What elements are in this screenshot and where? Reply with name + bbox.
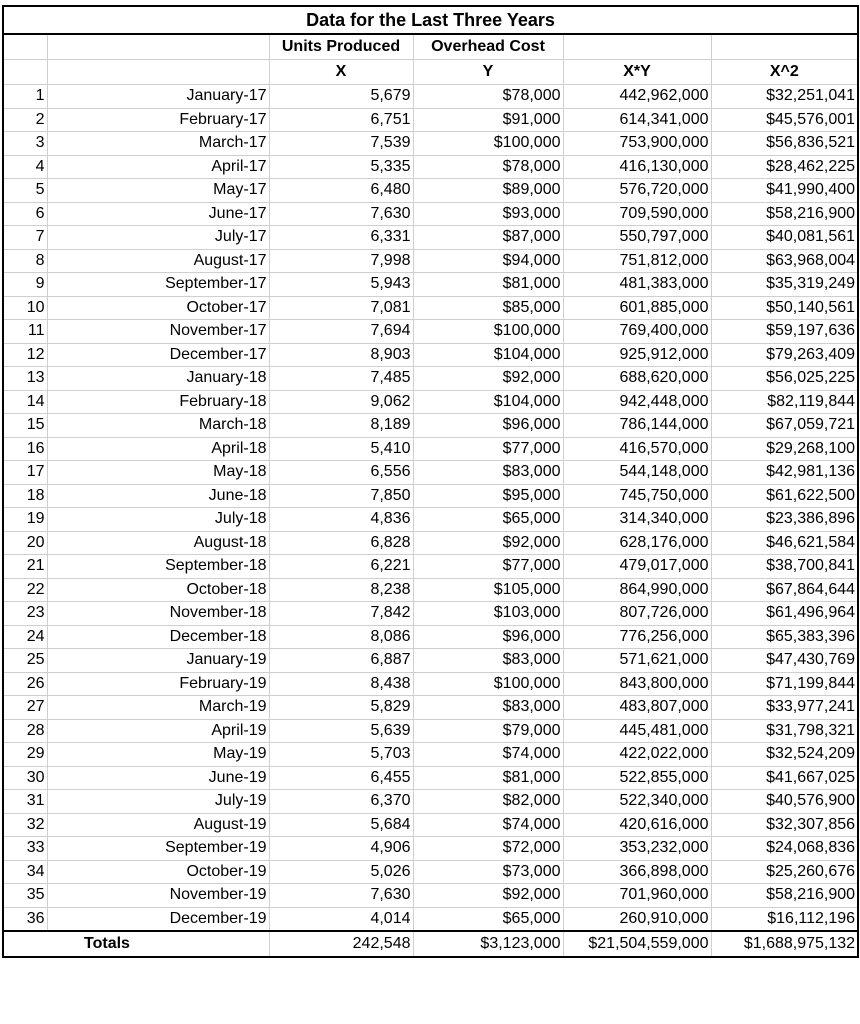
- x-squared-cell: $56,025,225: [711, 367, 858, 391]
- cost-cell: $96,000: [413, 625, 563, 649]
- units-cell: 6,331: [269, 226, 413, 250]
- month-cell: November-18: [47, 602, 269, 626]
- x-squared-cell: $40,576,900: [711, 790, 858, 814]
- cost-cell: $91,000: [413, 108, 563, 132]
- row-number: 2: [3, 108, 47, 132]
- units-cell: 7,081: [269, 296, 413, 320]
- totals-row: [3, 931, 858, 957]
- xy-cell: 544,148,000: [563, 461, 711, 485]
- cost-cell: $100,000: [413, 672, 563, 696]
- xy-cell: 786,144,000: [563, 414, 711, 438]
- table-title: Data for the Last Three Years: [3, 6, 858, 34]
- xy-cell: 416,570,000: [563, 437, 711, 461]
- x-squared-cell: $24,068,836: [711, 837, 858, 861]
- month-cell: January-17: [47, 85, 269, 109]
- cost-cell: $78,000: [413, 85, 563, 109]
- x-squared-cell: $58,216,900: [711, 884, 858, 908]
- table-row: [3, 766, 858, 790]
- cost-cell: $104,000: [413, 390, 563, 414]
- header-blank-cell: [3, 60, 47, 85]
- units-cell: 7,998: [269, 249, 413, 273]
- row-number: 15: [3, 414, 47, 438]
- row-number: 30: [3, 766, 47, 790]
- xy-cell: 571,621,000: [563, 649, 711, 673]
- month-cell: May-17: [47, 179, 269, 203]
- cost-cell: $77,000: [413, 555, 563, 579]
- units-cell: 7,842: [269, 602, 413, 626]
- row-number: 32: [3, 813, 47, 837]
- month-cell: April-19: [47, 719, 269, 743]
- table-row: [3, 226, 858, 250]
- row-number: 33: [3, 837, 47, 861]
- xy-cell: 807,726,000: [563, 602, 711, 626]
- table-row: [3, 602, 858, 626]
- xy-cell: 481,383,000: [563, 273, 711, 297]
- month-cell: February-19: [47, 672, 269, 696]
- units-cell: 8,086: [269, 625, 413, 649]
- xy-cell: 753,900,000: [563, 132, 711, 156]
- units-cell: 6,556: [269, 461, 413, 485]
- units-cell: 6,887: [269, 649, 413, 673]
- xy-cell: 688,620,000: [563, 367, 711, 391]
- x-squared-cell: $67,059,721: [711, 414, 858, 438]
- x-squared-cell: $32,251,041: [711, 85, 858, 109]
- x-squared-cell: $56,836,521: [711, 132, 858, 156]
- units-cell: 5,943: [269, 273, 413, 297]
- month-cell: December-17: [47, 343, 269, 367]
- x-squared-cell: $79,263,409: [711, 343, 858, 367]
- month-cell: November-19: [47, 884, 269, 908]
- row-number: 29: [3, 743, 47, 767]
- x-squared-cell: $63,968,004: [711, 249, 858, 273]
- table-row: [3, 320, 858, 344]
- xy-cell: 522,855,000: [563, 766, 711, 790]
- month-cell: September-19: [47, 837, 269, 861]
- xy-cell: 522,340,000: [563, 790, 711, 814]
- x-squared-cell: $59,197,636: [711, 320, 858, 344]
- xy-cell: 479,017,000: [563, 555, 711, 579]
- cost-cell: $83,000: [413, 649, 563, 673]
- row-number: 34: [3, 860, 47, 884]
- table-row: [3, 414, 858, 438]
- x-squared-cell: $50,140,561: [711, 296, 858, 320]
- xy-cell: 445,481,000: [563, 719, 711, 743]
- xy-cell: 776,256,000: [563, 625, 711, 649]
- xy-cell: 751,812,000: [563, 249, 711, 273]
- header-blank-cell: [711, 34, 858, 60]
- row-number: 16: [3, 437, 47, 461]
- x-header: X: [269, 60, 413, 85]
- cost-cell: $65,000: [413, 508, 563, 532]
- units-cell: 6,455: [269, 766, 413, 790]
- overhead-cost-header: Overhead Cost: [413, 34, 563, 60]
- row-number: 11: [3, 320, 47, 344]
- table-row: [3, 860, 858, 884]
- table-row: [3, 743, 858, 767]
- table-row: [3, 696, 858, 720]
- cost-cell: $83,000: [413, 461, 563, 485]
- row-number: 6: [3, 202, 47, 226]
- table-row: [3, 273, 858, 297]
- row-number: 24: [3, 625, 47, 649]
- row-number: 17: [3, 461, 47, 485]
- row-number: 25: [3, 649, 47, 673]
- month-cell: March-18: [47, 414, 269, 438]
- units-cell: 5,684: [269, 813, 413, 837]
- header-blank-cell: [3, 34, 47, 60]
- cost-cell: $100,000: [413, 132, 563, 156]
- table-row: [3, 578, 858, 602]
- month-cell: August-17: [47, 249, 269, 273]
- units-cell: 6,751: [269, 108, 413, 132]
- x-squared-cell: $28,462,225: [711, 155, 858, 179]
- month-cell: June-18: [47, 484, 269, 508]
- row-number: 28: [3, 719, 47, 743]
- units-cell: 5,829: [269, 696, 413, 720]
- table-row: [3, 343, 858, 367]
- row-number: 7: [3, 226, 47, 250]
- units-produced-header: Units Produced: [269, 34, 413, 60]
- x-squared-cell: $35,319,249: [711, 273, 858, 297]
- cost-cell: $85,000: [413, 296, 563, 320]
- units-cell: 8,903: [269, 343, 413, 367]
- month-cell: February-18: [47, 390, 269, 414]
- cost-cell: $81,000: [413, 273, 563, 297]
- month-cell: September-17: [47, 273, 269, 297]
- xy-cell: 366,898,000: [563, 860, 711, 884]
- row-number: 20: [3, 531, 47, 555]
- month-cell: July-17: [47, 226, 269, 250]
- month-cell: July-19: [47, 790, 269, 814]
- xy-cell: 483,807,000: [563, 696, 711, 720]
- month-cell: August-18: [47, 531, 269, 555]
- table-row: [3, 202, 858, 226]
- row-number: 21: [3, 555, 47, 579]
- x-squared-cell: $71,199,844: [711, 672, 858, 696]
- row-number: 19: [3, 508, 47, 532]
- table-row: [3, 884, 858, 908]
- x-squared-header: X^2: [711, 60, 858, 85]
- cost-cell: $95,000: [413, 484, 563, 508]
- table-row: [3, 813, 858, 837]
- x-squared-cell: $40,081,561: [711, 226, 858, 250]
- cost-cell: $74,000: [413, 813, 563, 837]
- cost-cell: $82,000: [413, 790, 563, 814]
- table-row: [3, 672, 858, 696]
- total-cost: $3,123,000: [413, 931, 563, 957]
- x-squared-cell: $31,798,321: [711, 719, 858, 743]
- month-cell: October-18: [47, 578, 269, 602]
- table-row: [3, 907, 858, 931]
- units-cell: 8,189: [269, 414, 413, 438]
- month-cell: January-18: [47, 367, 269, 391]
- x-squared-cell: $33,977,241: [711, 696, 858, 720]
- header-blank-cell: [47, 60, 269, 85]
- x-squared-cell: $41,990,400: [711, 179, 858, 203]
- x-squared-cell: $61,622,500: [711, 484, 858, 508]
- month-cell: June-19: [47, 766, 269, 790]
- cost-cell: $72,000: [413, 837, 563, 861]
- units-cell: 6,370: [269, 790, 413, 814]
- x-squared-cell: $47,430,769: [711, 649, 858, 673]
- xy-cell: 601,885,000: [563, 296, 711, 320]
- xy-cell: 314,340,000: [563, 508, 711, 532]
- units-cell: 7,694: [269, 320, 413, 344]
- table-row: [3, 249, 858, 273]
- cost-cell: $77,000: [413, 437, 563, 461]
- xy-cell: 550,797,000: [563, 226, 711, 250]
- table-row: [3, 625, 858, 649]
- table-row: [3, 390, 858, 414]
- x-squared-cell: $41,667,025: [711, 766, 858, 790]
- xy-cell: 925,912,000: [563, 343, 711, 367]
- units-cell: 4,014: [269, 907, 413, 931]
- y-header: Y: [413, 60, 563, 85]
- xy-cell: 942,448,000: [563, 390, 711, 414]
- xy-cell: 422,022,000: [563, 743, 711, 767]
- units-cell: 5,026: [269, 860, 413, 884]
- table-row: [3, 437, 858, 461]
- month-cell: December-19: [47, 907, 269, 931]
- cost-cell: $92,000: [413, 531, 563, 555]
- total-xy: $21,504,559,000: [563, 931, 711, 957]
- cost-cell: $104,000: [413, 343, 563, 367]
- x-squared-cell: $23,386,896: [711, 508, 858, 532]
- xy-cell: 614,341,000: [563, 108, 711, 132]
- month-cell: November-17: [47, 320, 269, 344]
- table-row: [3, 790, 858, 814]
- xy-cell: 416,130,000: [563, 155, 711, 179]
- cost-cell: $92,000: [413, 367, 563, 391]
- cost-cell: $105,000: [413, 578, 563, 602]
- table-row: [3, 367, 858, 391]
- xy-cell: 576,720,000: [563, 179, 711, 203]
- cost-cell: $65,000: [413, 907, 563, 931]
- table-row: [3, 85, 858, 109]
- table-row: [3, 108, 858, 132]
- x-squared-cell: $67,864,644: [711, 578, 858, 602]
- x-squared-cell: $46,621,584: [711, 531, 858, 555]
- table-row: [3, 649, 858, 673]
- month-cell: April-17: [47, 155, 269, 179]
- row-number: 8: [3, 249, 47, 273]
- table-row: [3, 132, 858, 156]
- x-squared-cell: $42,981,136: [711, 461, 858, 485]
- units-cell: 7,630: [269, 884, 413, 908]
- month-cell: January-19: [47, 649, 269, 673]
- xy-cell: 843,800,000: [563, 672, 711, 696]
- units-cell: 5,410: [269, 437, 413, 461]
- row-number: 3: [3, 132, 47, 156]
- month-cell: February-17: [47, 108, 269, 132]
- cost-cell: $81,000: [413, 766, 563, 790]
- month-cell: March-19: [47, 696, 269, 720]
- month-cell: May-19: [47, 743, 269, 767]
- totals-label: Totals: [3, 931, 269, 957]
- row-number: 4: [3, 155, 47, 179]
- cost-cell: $73,000: [413, 860, 563, 884]
- units-cell: 5,335: [269, 155, 413, 179]
- header-blank-cell: [47, 34, 269, 60]
- table-row: [3, 484, 858, 508]
- units-cell: 5,703: [269, 743, 413, 767]
- units-cell: 6,480: [269, 179, 413, 203]
- row-number: 36: [3, 907, 47, 931]
- x-squared-cell: $32,307,856: [711, 813, 858, 837]
- xy-cell: 628,176,000: [563, 531, 711, 555]
- row-number: 22: [3, 578, 47, 602]
- total-units: 242,548: [269, 931, 413, 957]
- units-cell: 7,630: [269, 202, 413, 226]
- units-cell: 4,906: [269, 837, 413, 861]
- cost-cell: $96,000: [413, 414, 563, 438]
- xy-header: X*Y: [563, 60, 711, 85]
- xy-cell: 769,400,000: [563, 320, 711, 344]
- month-cell: March-17: [47, 132, 269, 156]
- cost-cell: $79,000: [413, 719, 563, 743]
- x-squared-cell: $61,496,964: [711, 602, 858, 626]
- table-row: [3, 555, 858, 579]
- x-squared-cell: $29,268,100: [711, 437, 858, 461]
- month-cell: October-17: [47, 296, 269, 320]
- xy-cell: 701,960,000: [563, 884, 711, 908]
- month-cell: July-18: [47, 508, 269, 532]
- units-cell: 6,828: [269, 531, 413, 555]
- xy-cell: 260,910,000: [563, 907, 711, 931]
- table-row: [3, 719, 858, 743]
- table-row: [3, 155, 858, 179]
- row-number: 26: [3, 672, 47, 696]
- x-squared-cell: $38,700,841: [711, 555, 858, 579]
- x-squared-cell: $82,119,844: [711, 390, 858, 414]
- total-x-squared: $1,688,975,132: [711, 931, 858, 957]
- xy-cell: 709,590,000: [563, 202, 711, 226]
- month-cell: May-18: [47, 461, 269, 485]
- cost-cell: $92,000: [413, 884, 563, 908]
- row-number: 31: [3, 790, 47, 814]
- x-squared-cell: $45,576,001: [711, 108, 858, 132]
- month-cell: August-19: [47, 813, 269, 837]
- cost-cell: $103,000: [413, 602, 563, 626]
- month-cell: December-18: [47, 625, 269, 649]
- header-blank-cell: [563, 34, 711, 60]
- units-cell: 8,238: [269, 578, 413, 602]
- row-number: 13: [3, 367, 47, 391]
- xy-cell: 864,990,000: [563, 578, 711, 602]
- row-number: 10: [3, 296, 47, 320]
- month-cell: April-18: [47, 437, 269, 461]
- table-row: [3, 531, 858, 555]
- row-number: 27: [3, 696, 47, 720]
- month-cell: October-19: [47, 860, 269, 884]
- xy-cell: 353,232,000: [563, 837, 711, 861]
- table-row: [3, 837, 858, 861]
- cost-cell: $87,000: [413, 226, 563, 250]
- row-number: 9: [3, 273, 47, 297]
- units-cell: 6,221: [269, 555, 413, 579]
- units-cell: 4,836: [269, 508, 413, 532]
- row-number: 23: [3, 602, 47, 626]
- units-cell: 5,639: [269, 719, 413, 743]
- row-number: 12: [3, 343, 47, 367]
- x-squared-cell: $65,383,396: [711, 625, 858, 649]
- table-row: [3, 508, 858, 532]
- x-squared-cell: $58,216,900: [711, 202, 858, 226]
- row-number: 14: [3, 390, 47, 414]
- x-squared-cell: $25,260,676: [711, 860, 858, 884]
- units-cell: 9,062: [269, 390, 413, 414]
- xy-cell: 745,750,000: [563, 484, 711, 508]
- table-row: [3, 461, 858, 485]
- row-number: 5: [3, 179, 47, 203]
- table-row: [3, 179, 858, 203]
- xy-cell: 442,962,000: [563, 85, 711, 109]
- month-cell: September-18: [47, 555, 269, 579]
- x-squared-cell: $16,112,196: [711, 907, 858, 931]
- units-cell: 7,850: [269, 484, 413, 508]
- cost-cell: $89,000: [413, 179, 563, 203]
- cost-cell: $94,000: [413, 249, 563, 273]
- cost-cell: $83,000: [413, 696, 563, 720]
- row-number: 35: [3, 884, 47, 908]
- units-cell: 5,679: [269, 85, 413, 109]
- x-squared-cell: $32,524,209: [711, 743, 858, 767]
- cost-cell: $100,000: [413, 320, 563, 344]
- cost-cell: $93,000: [413, 202, 563, 226]
- units-cell: 8,438: [269, 672, 413, 696]
- units-cell: 7,539: [269, 132, 413, 156]
- xy-cell: 420,616,000: [563, 813, 711, 837]
- cost-cell: $78,000: [413, 155, 563, 179]
- data-table: [2, 5, 859, 958]
- row-number: 18: [3, 484, 47, 508]
- month-cell: June-17: [47, 202, 269, 226]
- table-row: [3, 296, 858, 320]
- row-number: 1: [3, 85, 47, 109]
- units-cell: 7,485: [269, 367, 413, 391]
- cost-cell: $74,000: [413, 743, 563, 767]
